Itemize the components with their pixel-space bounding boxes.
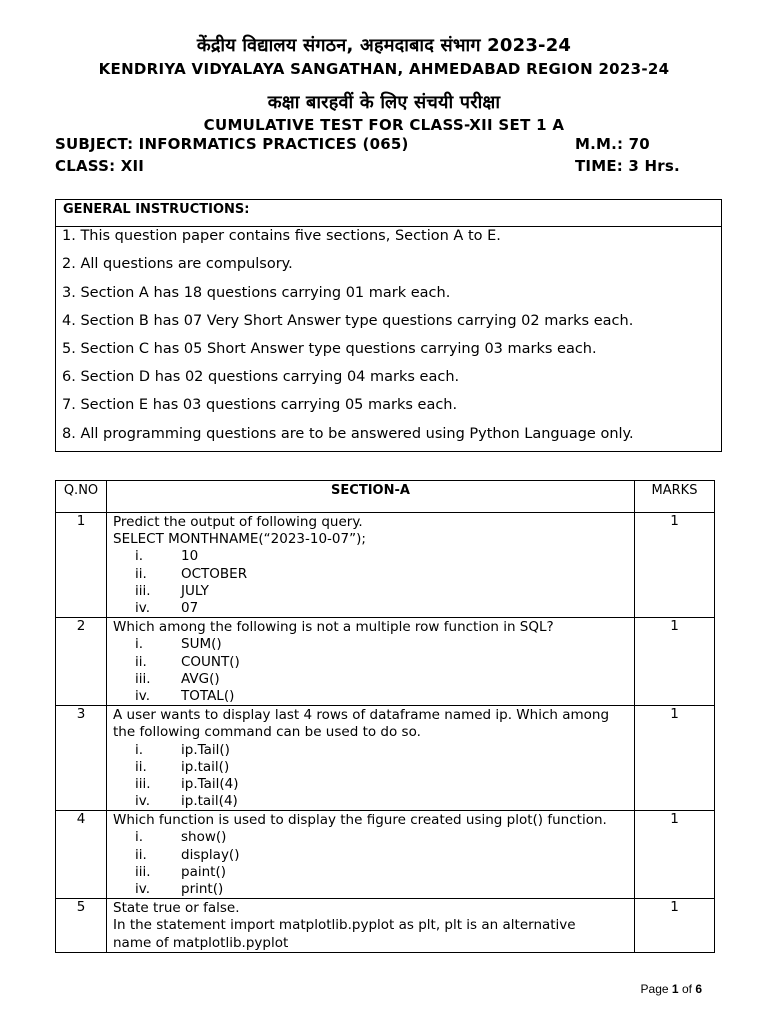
- option-text: ip.tail(): [181, 758, 230, 775]
- option-numeral: ii.: [135, 565, 147, 582]
- question-number: 5: [56, 899, 107, 953]
- option-numeral: ii.: [135, 846, 147, 863]
- option-text: ip.Tail(): [181, 741, 230, 758]
- option-numeral: iii.: [135, 775, 151, 792]
- option-numeral: i.: [135, 548, 144, 565]
- option: [113, 548, 634, 565]
- option-text: display(): [181, 846, 240, 863]
- instruction-item: 2. All questions are compulsory.: [62, 256, 293, 272]
- question-line: SELECT MONTHNAME(“2023-10-07”);: [113, 531, 366, 548]
- option-numeral: i.: [135, 741, 144, 758]
- question-line: the following command can be used to do so.: [113, 724, 421, 741]
- option: [113, 654, 634, 671]
- option-numeral: ii.: [135, 653, 147, 670]
- option-numeral: iii.: [135, 582, 151, 599]
- question-line: Which function is used to display the figure created using plot() function.: [113, 812, 607, 829]
- question-number: 2: [56, 618, 107, 706]
- option: [113, 688, 634, 705]
- max-marks-label: M.M.: 70: [575, 135, 650, 153]
- option-text: TOTAL(): [181, 687, 235, 704]
- qno-column-header: Q.NO: [56, 481, 107, 513]
- option-text: 10: [181, 548, 199, 565]
- option-text: show(): [181, 829, 227, 846]
- question-marks: 1: [635, 899, 715, 953]
- option-numeral: iii.: [135, 863, 151, 880]
- header-hindi-line-2: कक्षा बारहवीं के लिए संचयी परीक्षा: [267, 92, 501, 113]
- option: [113, 864, 634, 881]
- question-text-cell: [107, 899, 635, 953]
- option-numeral: i.: [135, 829, 144, 846]
- option-text: OCTOBER: [181, 565, 248, 582]
- question-marks: 1: [635, 618, 715, 706]
- option: [113, 829, 634, 846]
- option-numeral: i.: [135, 636, 144, 653]
- instruction-item: 4. Section B has 07 Very Short Answer type questions carrying 02 marks each.: [62, 313, 634, 329]
- page-indicator: [641, 982, 702, 996]
- header-english-line-1: KENDRIYA VIDYALAYA SANGATHAN, AHMEDABAD REGION 2023-24: [98, 60, 670, 78]
- header-english-line-2: CUMULATIVE TEST FOR CLASS-XII SET 1 A: [203, 116, 565, 134]
- question-marks: 1: [635, 811, 715, 899]
- option-text: ip.Tail(4): [181, 775, 239, 792]
- of-word: of: [681, 982, 692, 996]
- option: [113, 759, 634, 776]
- question-number: 1: [56, 513, 107, 618]
- option-text: ip.tail(4): [181, 793, 238, 810]
- question-text-cell: [107, 811, 635, 899]
- question-line: Predict the output of following query.: [113, 514, 363, 530]
- page-word: Page: [640, 982, 669, 996]
- option-text: print(): [181, 881, 224, 898]
- option-numeral: ii.: [135, 758, 147, 775]
- marks-column-header: MARKS: [635, 481, 715, 513]
- instruction-item: 1. This question paper contains five sections, Section A to E.: [62, 228, 501, 244]
- option-numeral: iv.: [135, 687, 150, 704]
- instruction-item: 8. All programming questions are to be answered using Python Language only.: [62, 426, 634, 442]
- table-row: [56, 513, 715, 618]
- option-numeral: iii.: [135, 670, 151, 687]
- table-row: [56, 706, 715, 811]
- question-line: In the statement import matplotlib.pyplot as plt, plt is an alternative: [113, 917, 576, 934]
- general-instructions-box: [55, 199, 722, 452]
- question-number: 4: [56, 811, 107, 899]
- class-label: CLASS: XII: [55, 157, 145, 175]
- option: [113, 583, 634, 600]
- section-column-header: SECTION-A: [107, 481, 635, 513]
- option-text: JULY: [181, 582, 209, 599]
- table-row: [56, 811, 715, 899]
- option-text: 07: [181, 599, 199, 616]
- table-row: [56, 899, 715, 953]
- instruction-item: 3. Section A has 18 questions carrying 01 mark each.: [62, 285, 451, 301]
- option-text: paint(): [181, 863, 226, 880]
- option: [113, 793, 634, 810]
- question-line: State true or false.: [113, 900, 240, 917]
- option-numeral: iv.: [135, 793, 150, 810]
- section-a-question-table: [55, 480, 715, 953]
- option-text: SUM(): [181, 636, 222, 653]
- table-row: [56, 618, 715, 706]
- option: [113, 671, 634, 688]
- instruction-item: 5. Section C has 05 Short Answer type questions carrying 03 marks each.: [62, 341, 597, 357]
- question-marks: 1: [635, 513, 715, 618]
- option: [113, 847, 634, 864]
- instruction-item: 7. Section E has 03 questions carrying 05 marks each.: [62, 397, 458, 413]
- table-header-row: [56, 481, 715, 513]
- instructions-title: GENERAL INSTRUCTIONS:: [56, 200, 721, 227]
- header-hindi-line-1: केंद्रीय विद्यालय संगठन, अहमदाबाद संभाग 2023-24: [196, 35, 572, 56]
- question-text-cell: [107, 618, 635, 706]
- question-line: A user wants to display last 4 rows of dataframe named ip. Which among: [113, 707, 610, 724]
- option-text: COUNT(): [181, 653, 240, 670]
- time-label: TIME: 3 Hrs.: [575, 157, 680, 175]
- question-line: Which among the following is not a multiple row function in SQL?: [113, 619, 554, 636]
- option: [113, 566, 634, 583]
- question-line: name of matplotlib.pyplot: [113, 934, 289, 951]
- question-marks: 1: [635, 706, 715, 811]
- instruction-item: 6. Section D has 02 questions carrying 04 marks each.: [62, 369, 460, 385]
- option: [113, 776, 634, 793]
- option: [113, 881, 634, 898]
- option-numeral: iv.: [135, 881, 150, 898]
- option: [113, 600, 634, 617]
- option-numeral: iv.: [135, 599, 150, 616]
- total-page-count: 6: [695, 982, 702, 996]
- option: [113, 636, 634, 653]
- question-text-cell: [107, 706, 635, 811]
- option-text: AVG(): [181, 670, 220, 687]
- subject-label: SUBJECT: INFORMATICS PRACTICES (065): [55, 135, 409, 153]
- current-page-number: 1: [671, 982, 679, 996]
- option: [113, 742, 634, 759]
- question-text-cell: [107, 513, 635, 618]
- question-number: 3: [56, 706, 107, 811]
